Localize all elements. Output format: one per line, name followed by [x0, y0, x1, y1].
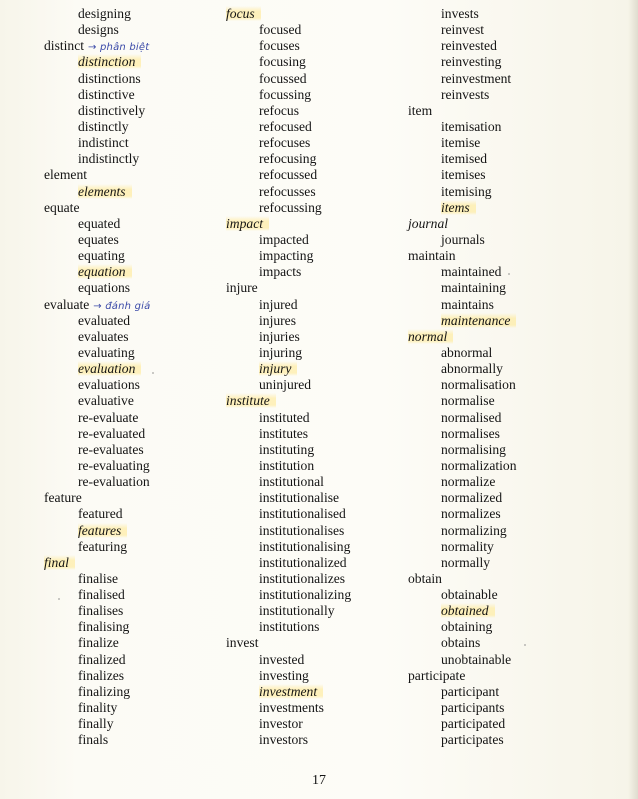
- word-form-text: refocus: [259, 102, 300, 118]
- word-form: [44, 458, 214, 474]
- paper-speck: [152, 372, 154, 374]
- headword-text: feature: [44, 490, 82, 506]
- word-form-text: journals: [441, 231, 485, 247]
- word-form-text: maintained: [441, 264, 502, 280]
- word-form: [226, 555, 406, 571]
- word-form: [44, 603, 214, 619]
- word-form: [44, 22, 214, 38]
- word-form: [44, 216, 214, 232]
- word-form: [44, 442, 214, 458]
- headword-text: impact: [226, 216, 269, 231]
- headword: [44, 200, 214, 216]
- word-form-text: finalise: [78, 570, 119, 586]
- word-form: [408, 135, 628, 151]
- headword-text: focus: [226, 6, 261, 21]
- word-form: [44, 393, 214, 409]
- word-form-text: re-evaluating: [78, 457, 150, 473]
- word-column-2: [226, 6, 406, 748]
- word-form: [408, 377, 628, 393]
- word-form-text: obtaining: [441, 619, 493, 635]
- word-form: [44, 280, 214, 296]
- word-form: [226, 377, 406, 393]
- word-form-text: re-evaluates: [78, 441, 144, 457]
- headword: [226, 635, 406, 651]
- word-form-text: elements: [78, 184, 132, 199]
- word-form: [44, 232, 214, 248]
- headword: [44, 297, 214, 313]
- word-form-text: abnormally: [441, 361, 503, 377]
- word-form-text: refocussing: [259, 199, 322, 215]
- word-form: [408, 410, 628, 426]
- word-form-text: institutionalised: [259, 506, 346, 522]
- word-form: [44, 87, 214, 103]
- word-form-text: unobtainable: [441, 651, 512, 667]
- word-form-text: indistinct: [78, 135, 129, 151]
- word-form: [44, 700, 214, 716]
- word-form-text: institutionalizing: [259, 587, 352, 603]
- word-form-text: equations: [78, 280, 131, 296]
- word-form: [226, 490, 406, 506]
- word-form: [44, 248, 214, 264]
- word-form: [408, 619, 628, 635]
- word-form: [408, 587, 628, 603]
- word-form: [44, 684, 214, 700]
- word-form: [44, 377, 214, 393]
- word-form: [408, 151, 628, 167]
- word-form: [226, 716, 406, 732]
- word-form: [44, 539, 214, 555]
- headword: [408, 216, 628, 232]
- word-form: [408, 345, 628, 361]
- word-form-text: maintains: [441, 296, 494, 312]
- word-form-text: impacting: [259, 248, 314, 264]
- headword: [44, 167, 214, 183]
- word-form: [408, 87, 628, 103]
- word-form-text: evaluates: [78, 328, 129, 344]
- word-form: [408, 232, 628, 248]
- word-form-text: reinvests: [441, 86, 490, 102]
- word-form: [226, 668, 406, 684]
- word-form: [226, 571, 406, 587]
- word-form: [408, 280, 628, 296]
- word-form-text: evaluation: [78, 361, 141, 376]
- headword: [408, 329, 628, 345]
- word-form-text: designs: [78, 22, 119, 38]
- word-form: [44, 426, 214, 442]
- word-form: [226, 684, 406, 700]
- word-form-text: impacted: [259, 231, 309, 247]
- word-form: [44, 716, 214, 732]
- word-form: [44, 329, 214, 345]
- word-form-text: finality: [78, 700, 118, 716]
- word-form-text: focusing: [259, 54, 306, 70]
- word-form-text: instituted: [259, 409, 310, 425]
- word-form: [44, 103, 214, 119]
- word-form: [226, 474, 406, 490]
- word-form: [44, 506, 214, 522]
- word-form-text: normalisation: [441, 377, 516, 393]
- word-form: [226, 232, 406, 248]
- word-form-text: normalization: [441, 457, 517, 473]
- headword-text: obtain: [408, 570, 442, 586]
- word-form-text: obtains: [441, 635, 481, 651]
- word-form: [226, 361, 406, 377]
- word-form-text: finalizes: [78, 667, 125, 683]
- word-form-text: uninjured: [259, 377, 312, 393]
- headword-text: invest: [226, 635, 259, 651]
- word-form-text: injury: [259, 361, 297, 376]
- headword: [408, 103, 628, 119]
- word-form: [408, 297, 628, 313]
- word-form: [408, 506, 628, 522]
- word-form-text: normalising: [441, 441, 506, 457]
- word-form: [408, 167, 628, 183]
- word-form: [408, 54, 628, 70]
- word-form-text: featuring: [78, 538, 128, 554]
- word-form: [226, 700, 406, 716]
- handwritten-note: → đánh giá: [93, 300, 151, 312]
- word-form: [226, 297, 406, 313]
- word-form-text: investors: [259, 732, 309, 748]
- word-form-text: evaluative: [78, 393, 134, 409]
- headword-text: maintain: [408, 248, 456, 264]
- word-form: [44, 119, 214, 135]
- word-form: [44, 410, 214, 426]
- word-form: [408, 38, 628, 54]
- word-form-text: distinctly: [78, 118, 129, 134]
- word-form-text: normalized: [441, 490, 503, 506]
- word-form-text: refocussed: [259, 167, 318, 183]
- word-form-text: invests: [441, 6, 479, 21]
- word-form: [226, 523, 406, 539]
- word-form: [408, 361, 628, 377]
- word-form: [408, 6, 628, 22]
- word-form: [226, 345, 406, 361]
- word-form: [408, 71, 628, 87]
- word-form-text: evaluations: [78, 377, 140, 393]
- word-form-text: impacts: [259, 264, 302, 280]
- word-form-text: abnormal: [441, 344, 493, 360]
- headword-text: item: [408, 102, 433, 118]
- word-form: [44, 732, 214, 748]
- headword-text: participate: [408, 667, 466, 683]
- headword-text: institute: [226, 393, 276, 408]
- headword: [226, 280, 406, 296]
- word-form: [226, 184, 406, 200]
- word-form-text: institutionalise: [259, 490, 340, 506]
- headword: [408, 571, 628, 587]
- headword-text: evaluate: [44, 296, 90, 312]
- word-form: [408, 200, 628, 216]
- word-form-text: equation: [78, 264, 132, 279]
- word-form-text: finalised: [78, 587, 125, 603]
- word-form-text: normalize: [441, 474, 496, 490]
- word-form: [226, 652, 406, 668]
- paper-speck: [58, 598, 60, 600]
- word-form: [226, 119, 406, 135]
- word-form: [44, 264, 214, 280]
- word-form: [226, 71, 406, 87]
- word-form: [44, 54, 214, 70]
- word-form-text: institutionally: [259, 603, 335, 619]
- word-form-text: re-evaluate: [78, 409, 139, 425]
- word-form-text: investments: [259, 700, 324, 716]
- word-form-text: distinction: [78, 54, 141, 69]
- word-form: [226, 619, 406, 635]
- word-form-text: finalises: [78, 603, 124, 619]
- paper-speck: [524, 644, 526, 646]
- word-form: [44, 6, 214, 22]
- word-form-text: finalized: [78, 651, 126, 667]
- word-form: [226, 200, 406, 216]
- word-form: [44, 587, 214, 603]
- word-form: [226, 329, 406, 345]
- word-form-text: injured: [259, 296, 298, 312]
- word-form-text: refocusing: [259, 151, 317, 167]
- word-form-text: distinctively: [78, 102, 146, 118]
- word-form: [408, 458, 628, 474]
- word-form: [408, 732, 628, 748]
- headword: [226, 6, 406, 22]
- word-form-text: finally: [78, 716, 114, 732]
- word-form-text: evaluated: [78, 312, 131, 328]
- word-form-text: invested: [259, 651, 305, 667]
- word-form-text: finalising: [78, 619, 130, 635]
- word-form: [226, 426, 406, 442]
- word-form: [226, 506, 406, 522]
- word-form-text: itemisation: [441, 118, 502, 134]
- word-form-text: designing: [78, 6, 131, 21]
- word-form: [44, 345, 214, 361]
- word-form-text: investment: [259, 684, 323, 699]
- word-form-text: finalizing: [78, 683, 131, 699]
- word-form: [408, 22, 628, 38]
- word-form-text: refocusses: [259, 183, 316, 199]
- headword: [408, 248, 628, 264]
- word-form-text: injuring: [259, 344, 303, 360]
- word-form: [408, 652, 628, 668]
- word-form: [44, 635, 214, 651]
- headword: [44, 490, 214, 506]
- word-form-text: institutional: [259, 474, 324, 490]
- word-form: [408, 426, 628, 442]
- word-form-text: distinctive: [78, 86, 135, 102]
- word-form: [44, 619, 214, 635]
- word-form-text: finalize: [78, 635, 119, 651]
- word-form-text: refocuses: [259, 135, 311, 151]
- word-form-text: injures: [259, 312, 296, 328]
- word-form: [226, 410, 406, 426]
- word-form-text: reinvestment: [441, 70, 512, 86]
- word-form-text: normalised: [441, 409, 502, 425]
- word-form-text: normalises: [441, 425, 500, 441]
- word-form: [408, 474, 628, 490]
- word-form: [408, 184, 628, 200]
- word-form-text: obtained: [441, 603, 495, 618]
- word-form: [408, 442, 628, 458]
- word-form-text: normalise: [441, 393, 495, 409]
- word-column-3: [408, 6, 628, 748]
- word-form-text: normalizes: [441, 506, 501, 522]
- word-form-text: equates: [78, 231, 119, 247]
- word-form: [408, 700, 628, 716]
- word-form-text: obtainable: [441, 587, 498, 603]
- word-form-text: distinctions: [78, 70, 141, 86]
- headword-text: element: [44, 167, 88, 183]
- page-number: 17: [312, 773, 326, 788]
- headword-text: normal: [408, 329, 453, 344]
- headword-text: journal: [408, 215, 449, 231]
- word-form: [408, 523, 628, 539]
- word-form: [226, 442, 406, 458]
- word-form-text: participated: [441, 716, 506, 732]
- word-form: [408, 603, 628, 619]
- word-form: [44, 523, 214, 539]
- word-form: [408, 490, 628, 506]
- paper-speck: [508, 273, 510, 275]
- word-form: [44, 313, 214, 329]
- word-form-text: participates: [441, 732, 504, 748]
- word-form: [226, 603, 406, 619]
- headword-text: distinct: [44, 38, 85, 54]
- word-form: [44, 571, 214, 587]
- word-form: [226, 587, 406, 603]
- headword: [44, 555, 214, 571]
- word-column-1: [44, 6, 214, 748]
- word-form-text: focused: [259, 22, 302, 38]
- headword: [226, 393, 406, 409]
- word-form: [408, 555, 628, 571]
- word-form: [44, 184, 214, 200]
- headword-text: final: [44, 555, 75, 570]
- word-form-text: re-evaluation: [78, 474, 150, 490]
- word-form: [226, 151, 406, 167]
- word-form-text: focuses: [259, 38, 300, 54]
- headword-text: injure: [226, 280, 258, 296]
- word-form-text: equated: [78, 215, 121, 231]
- word-form-text: institutionalises: [259, 522, 345, 538]
- word-form: [226, 248, 406, 264]
- word-form: [44, 151, 214, 167]
- word-form: [226, 38, 406, 54]
- word-form-text: refocused: [259, 118, 312, 134]
- word-form-text: institutionalizes: [259, 570, 346, 586]
- word-form: [226, 264, 406, 280]
- word-form-text: institutionalising: [259, 538, 351, 554]
- word-form-text: normality: [441, 538, 494, 554]
- word-form-text: investing: [259, 667, 309, 683]
- word-form-text: itemising: [441, 183, 492, 199]
- word-form: [408, 684, 628, 700]
- headword-text: equate: [44, 199, 80, 215]
- word-form-text: institutionalized: [259, 554, 347, 570]
- word-form-text: participant: [441, 683, 500, 699]
- word-form-text: institutions: [259, 619, 320, 635]
- word-form-text: itemises: [441, 167, 486, 183]
- word-form-text: maintaining: [441, 280, 506, 296]
- word-form: [408, 119, 628, 135]
- word-form: [44, 474, 214, 490]
- word-form-text: instituting: [259, 441, 315, 457]
- word-form-text: institution: [259, 457, 315, 473]
- word-form-text: itemise: [441, 135, 481, 151]
- word-form: [226, 458, 406, 474]
- word-form: [44, 361, 214, 377]
- word-form-text: focussed: [259, 70, 307, 86]
- word-form: [44, 652, 214, 668]
- word-form-text: featured: [78, 506, 123, 522]
- word-form-text: investor: [259, 716, 303, 732]
- word-form-text: normalizing: [441, 522, 507, 538]
- page-edge-shadow: [628, 0, 638, 799]
- word-form: [226, 539, 406, 555]
- word-form: [44, 135, 214, 151]
- word-form-text: maintenance: [441, 313, 516, 328]
- word-form: [408, 264, 628, 280]
- word-form-text: injuries: [259, 328, 300, 344]
- headword: [408, 668, 628, 684]
- word-form-text: reinvesting: [441, 54, 502, 70]
- headword: [44, 38, 214, 54]
- word-form-text: normally: [441, 554, 491, 570]
- word-form: [226, 54, 406, 70]
- word-form-text: re-evaluated: [78, 425, 146, 441]
- word-form-text: reinvest: [441, 22, 485, 38]
- word-form: [408, 313, 628, 329]
- word-form: [226, 22, 406, 38]
- handwritten-note: → phân biệt: [88, 42, 150, 54]
- word-form-text: institutes: [259, 425, 309, 441]
- word-form: [44, 71, 214, 87]
- word-form: [226, 87, 406, 103]
- word-form-text: indistinctly: [78, 151, 140, 167]
- word-form: [226, 732, 406, 748]
- word-form: [226, 135, 406, 151]
- word-form: [408, 716, 628, 732]
- word-form-text: features: [78, 523, 127, 538]
- word-form: [226, 313, 406, 329]
- word-form: [226, 167, 406, 183]
- word-form-text: itemised: [441, 151, 488, 167]
- headword: [226, 216, 406, 232]
- word-form-text: finals: [78, 732, 109, 748]
- word-form-text: evaluating: [78, 344, 135, 360]
- word-form: [408, 635, 628, 651]
- word-form: [226, 103, 406, 119]
- word-form-text: items: [441, 200, 476, 215]
- word-form: [408, 539, 628, 555]
- word-form-text: focussing: [259, 86, 312, 102]
- word-form-text: participants: [441, 700, 505, 716]
- word-form: [44, 668, 214, 684]
- word-form-text: reinvested: [441, 38, 497, 54]
- word-form: [408, 393, 628, 409]
- word-form-text: equating: [78, 248, 125, 264]
